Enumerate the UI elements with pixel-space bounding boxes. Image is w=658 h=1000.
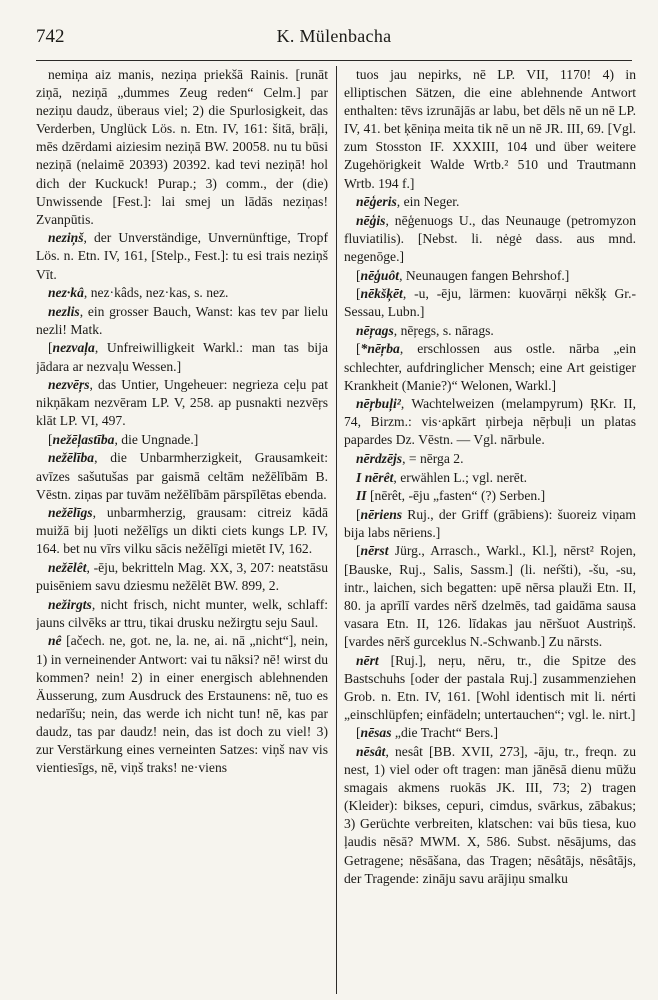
entry: [nežēļastība, die Ungnade.] — [48, 431, 199, 447]
headword: nezvaļa — [52, 340, 95, 356]
headword: nezvēŗs — [48, 377, 90, 393]
headword: *nēŗba — [360, 341, 400, 357]
page-header — [36, 12, 632, 52]
headword: II — [356, 488, 367, 504]
headword: nezlis — [48, 303, 80, 319]
entry: nērdzējs, = nērga 2. — [356, 450, 464, 466]
headword: nēriens — [360, 506, 403, 522]
headword: nēģuôt — [360, 267, 400, 283]
headword: nēŗags — [356, 322, 394, 338]
headword: nēģeris — [356, 194, 397, 210]
entry: nēģeris, ein Neger. — [356, 194, 460, 210]
headword: nežēlīgs — [48, 505, 93, 521]
entry: nēģis, nēģenuogs U., das Neunauge (petromyzon fluviatilis). [Nebst. li. nėgė dass. aus mnd. negenōge.] — [344, 212, 636, 264]
entry: nēŗags, nēŗegs, s. nārags. — [356, 322, 494, 338]
headword: nēŗbuļi² — [356, 396, 401, 412]
headword: nežēlība — [48, 450, 95, 466]
entry: nēsât, nesât [BB. XVII, 273], -āju, tr., freqn. zu nest, 1) viel oder oft tragen: man jānēsā dienu mūžu smagais akmens ruokās JK. III, 73; 2) tragen (Kleider): bikses, cepuri, cimdus, svārkus, zābakus; 3) Gerüchte verbreiten, klatschen: vai būs tiesa, kuo ļaudis nēsā? MWM. X, 586. Subst. nēsājums, das Getragene; nēsāšana, das Tragen; nēsâtājs, nēsâtājs, der Tragende: zināju savu arājiņu smalku — [344, 743, 636, 886]
headword: nēsât — [356, 743, 386, 759]
right-column — [344, 66, 636, 994]
header-rule — [36, 60, 632, 61]
column-divider — [336, 66, 337, 994]
entry: nežēlêt, -ēju, bekritteln Mag. XX, 3, 207: neatstāsu puisēniem savu dziesmu nežēlēt BW. 899, 2. — [36, 560, 328, 594]
headword: nez·kâ — [48, 285, 84, 301]
running-head: K. Mülenbacha — [276, 26, 392, 46]
headword: nežēļastība — [52, 431, 115, 447]
entry: neziņš, der Unverständige, Unvernünftige, Tropf Lös. n. Etn. IV, 161, [Stelp., Fest.]: tu esi trais neziņš Vīt. — [36, 230, 328, 282]
headword: nežirgts — [48, 596, 92, 612]
entry: I nērêt, erwählen L.; vgl. nerēt. — [356, 469, 528, 485]
page-number: 742 — [36, 26, 65, 47]
entry: [nezvaļa, Unfreiwilligkeit Warkl.: man tas bija jādara ar nezvaļu Wessen.] — [36, 340, 328, 374]
headword: nê — [48, 633, 62, 649]
entry: nežēlīgs, unbarmherzig, grausam: citreiz kādā muižā bij ļuoti nežēlīgs un dikti ciets kungs LP. IV, 164. bet nu vīrs vilku sācis nežēlīgi mietēt IV, 162. — [36, 505, 328, 557]
entry: II [nērêt, -ēju „fasten“ (?) Serben.] — [356, 488, 546, 504]
entry: [*nēŗba, erschlossen aus ostle. nārba „ein schlechter, aufdringlicher Mensch; eine Art geistiger Krankheit (Manie?)“ Welonen, Warkl.] — [344, 341, 636, 393]
entry: nežirgts, nicht frisch, nicht munter, welk, schlaff: jauns cilvēks ar ttru, tikai drusku nežirgtu seju Saul. — [36, 596, 328, 630]
entry: [nēriens Ruj., der Griff (grābiens): šuoreiz viņam bija labs nēriens.] — [344, 506, 636, 540]
entry: nezvēŗs, das Untier, Ungeheuer: negrieza ceļu pat nikņākam nezvēram LP. V, 258. ap pusnakti nezvēŗs klāt LP. VI, 497. — [36, 377, 328, 429]
headword: nēkšķēt — [360, 286, 403, 302]
entry: [nēsas „die Tracht“ Bers.] — [356, 725, 498, 741]
entry: tuos jau nepirks, nē LP. VII, 1170! 4) in elliptischen Sätzen, die eine ablehnende Antwort enthalten: tēvs izrunājās ar labu, bet dēls nē un nē LP. IV, 41. bet ķēniņa meita tik nē un nē JR. III, 69. [Vgl. zum Stosston IF. XXXIII, 104 und über weitere Zugehörigkeit Walde Wrtb.² 510 und Trautmann Wrtb. 194 f.] — [344, 67, 636, 191]
entry: nemiņa aiz manis, neziņa priekšā Rainis. [runāt ziņā, neziņā „dummes Zeug reden“ Celm.] par neziņu daudz, überaus viel; 2) die Spurlosigkeit, das Verderben, Unglück Lös. n. Etn. IV, 161: šitā, brāļi, mēs dzērdami aiziesim neziņā BW. 20058. nu tu būsi neziņā (nelaimē 20393) 20392. kad tevi neziņā! hol dich der Kuckuck! Purap.; 3) comm., der (die) Unwissende [Fest.]: lai smej un lādās neziņas! Zvanpūtis. — [36, 67, 328, 227]
headword: nežēlêt — [48, 560, 87, 576]
entry: nērt [Ruj.], neŗu, nēru, tr., die Spitze des Bastschuhs [oder der pastala Ruj.] zusammenziehen Grob. n. Etn. IV, 161. [Wohl identisch mit li. nérti „einschlüpfen; einfädeln; untertauchen“; vgl. le. nirt.] — [344, 652, 636, 722]
entry: nezlis, ein grosser Bauch, Wanst: kas tev par lielu nezli! Matk. — [36, 303, 328, 337]
entry: nežēlība, die Unbarmherzigkeit, Grausamkeit: avīzes sašutušas par gaismā celtām nežēlībām B. Vēstn. ziņas par tuvām nežēlībām pārspīlētas ebenda. — [36, 450, 328, 502]
entry: nez·kâ, nez·kâds, nez·kas, s. nez. — [48, 285, 229, 301]
headword: neziņš — [48, 230, 84, 246]
entry: [nēkšķēt, -u, -ēju, lärmen: kuovārņi nēkšķ Gr.-Sessau, Lubn.] — [344, 286, 636, 320]
left-column — [36, 66, 328, 994]
headword: nēsas — [360, 725, 392, 741]
entry: [nērst Jürg., Arrasch., Warkl., Kl.], nērst² Rojen, [Bauske, Ruj., Salis, Sassm.] (li. neŕšti), -šu, -su, intr., laichen, sich begatten: upē nērsa plauži Etn. II, 80. ja aprīlī vardes nērš dzelmēs, tad gaidāma sausa vasara Etn. II, 126. līdakas jau nēršuot Austriņš. [vardes nērš gurceklus N.-Schwanb.] Zu nārsts. — [344, 543, 636, 649]
headword: nēģis — [356, 212, 386, 228]
headword: nērst — [360, 543, 389, 559]
headword: nērdzējs — [356, 450, 403, 466]
headword: nērt — [356, 652, 379, 668]
entry: [nēģuôt, Neunaugen fangen Behrshof.] — [356, 267, 570, 283]
entry: nê [ačech. ne, got. ne, la. ne, ai. nā „nicht“], nein, 1) in verneinender Antwort: vai tu nāksi? nē! wirst du kommen? nein! 2) in einer energisch ablehnenden Äusserung, zum Ausdruck des Erstaunens: nē, tuo es nedarīšu; nein, das werde ich nicht tun! nē, kas par daudz, tas par daudz! nein, das ist doch zu viel! 3) zur Verstärkung eines verneinten Satzes: viņš nav vis vientiesīgs, nē, viņš traks! ne·viens — [36, 633, 328, 776]
entry: nēŗbuļi², Wachtelweizen (melampyrum) ŖKr. II, 74, Birzm.: vis·apkārt ņirbeja nēŗbuļi un platas papardes Dz. Vēstn. — Vgl. nārbule. — [344, 396, 636, 448]
headword: I nērêt — [356, 469, 394, 485]
